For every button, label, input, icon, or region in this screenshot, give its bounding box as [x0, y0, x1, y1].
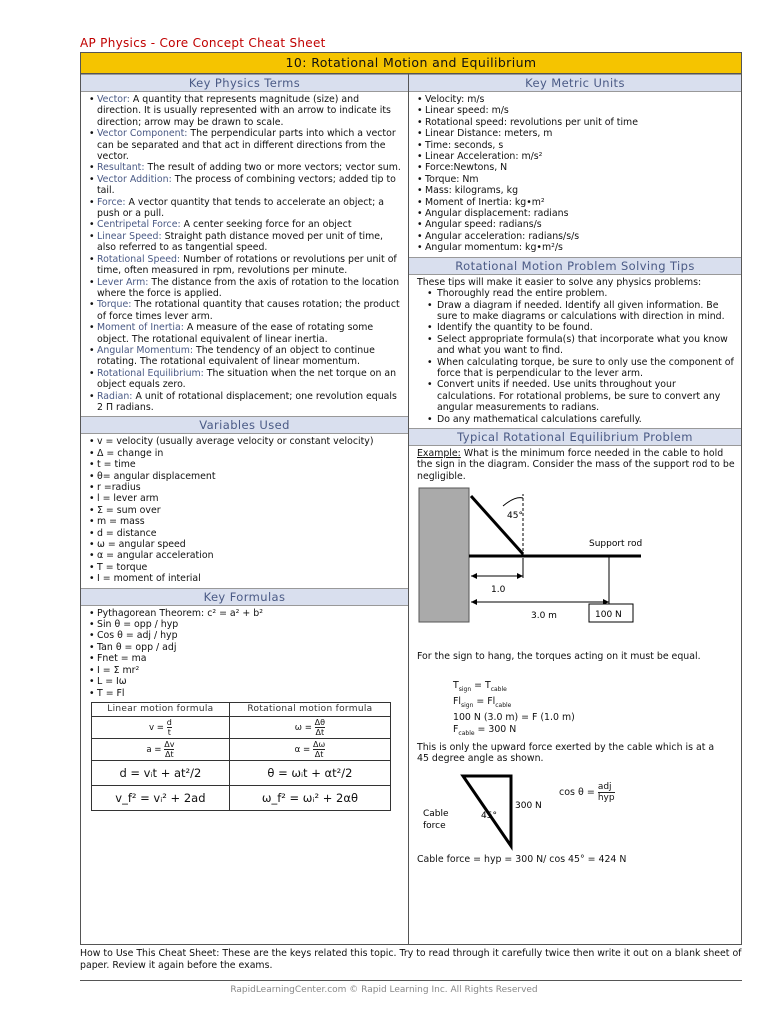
- variable-item: • Δ = change in: [89, 448, 402, 459]
- tip-item: • Draw a diagram if needed. Identify all given information. Be sure to make diagrams or calculations with direction in mind.: [417, 300, 735, 323]
- tips-list: [417, 288, 735, 425]
- linear-velocity-formula: v = $\frac{d}{t}$: [92, 717, 230, 739]
- cheat-sheet-frame: [80, 52, 742, 945]
- distance-2-label: 3.0 m: [531, 610, 557, 621]
- unit-item: • Angular speed: radians/s: [417, 219, 735, 230]
- variable-item: • I = moment of interial: [89, 573, 402, 584]
- linear-final-velocity-formula: v_f² = vᵢ² + 2ad: [92, 786, 230, 811]
- term-item: • Centripetal Force: A center seeking force for an object: [89, 219, 402, 230]
- formulas-body: [81, 606, 408, 815]
- variable-item: • θ= angular displacement: [89, 471, 402, 482]
- linear-acceleration-formula: a = $\frac{\Delta v}{\Delta t}$: [92, 739, 230, 761]
- triangle-side-label: 300 N: [515, 800, 542, 811]
- unit-item: • Angular momentum: kg•m²/s: [417, 242, 735, 253]
- term-item: • Rotational Speed: Number of rotations or revolutions per unit of time, often measured in rpm, revolutions per minute.: [89, 254, 402, 277]
- variables-list: [89, 436, 402, 584]
- variables-body: [81, 434, 408, 587]
- equation-torque-balance: $T_{sign} = T_{cable}$: [453, 679, 507, 693]
- copyright-footer: RapidLearningCenter.com © Rapid Learning Inc. All Rights Reserved: [230, 985, 538, 995]
- sign-diagram: [411, 486, 731, 624]
- torque-equations: [453, 680, 575, 740]
- triangle-angle-label: 45°: [481, 810, 497, 821]
- tip-item: • Thoroughly read the entire problem.: [417, 288, 735, 299]
- term-item: • Torque: The rotational quantity that causes rotation; the product of force times lever arm.: [89, 299, 402, 322]
- term-item: • Lever Arm: The distance from the axis of rotation to the location where the force is applied.: [89, 277, 402, 300]
- cable-force-label-1: Cable: [423, 808, 449, 819]
- formula-item: • Sin θ = opp / hyp: [89, 619, 402, 630]
- wall: [419, 488, 469, 622]
- problem-body: [409, 446, 741, 871]
- force-triangle-diagram: [417, 772, 557, 852]
- formula-item: • L = Iω: [89, 676, 402, 687]
- equation-substituted: 100 N (3.0 m) = F (1.0 m): [453, 711, 575, 723]
- formula-item: • Fnet = ma: [89, 653, 402, 664]
- unit-item: • Force:Newtons, N: [417, 162, 735, 173]
- unit-item: • Linear Acceleration: m/s²: [417, 151, 735, 162]
- support-rod-label: Support rod: [589, 538, 643, 549]
- unit-item: • Torque: Nm: [417, 174, 735, 185]
- variable-item: • t = time: [89, 459, 402, 470]
- formula-item: • Tan θ = opp / adj: [89, 642, 402, 653]
- variable-item: • Σ = sum over: [89, 505, 402, 516]
- chapter-banner: 10: Rotational Motion and Equilibrium: [81, 53, 741, 74]
- units-body: [409, 92, 741, 257]
- angular-final-velocity-formula: ω_f² = ωᵢ² + 2αθ: [229, 786, 390, 811]
- unit-item: • Angular displacement: radians: [417, 208, 735, 219]
- torque-statement: For the sign to hang, the torques acting on it must be equal.: [417, 650, 701, 662]
- formula-item: • T = Fl: [89, 688, 402, 699]
- rotational-formula-header: Rotational motion formula: [229, 702, 390, 716]
- unit-item: • Rotational speed: revolutions per unit of time: [417, 117, 735, 128]
- tips-intro: These tips will make it easier to solve any physics problems:: [417, 276, 702, 288]
- angle-label: 45°: [507, 510, 523, 521]
- unit-item: • Moment of Inertia: kg•m²: [417, 197, 735, 208]
- angle-arc: [503, 498, 523, 506]
- angular-velocity-formula: ω = $\frac{\Delta\theta}{\Delta t}$: [229, 717, 390, 739]
- right-column: [409, 74, 741, 944]
- variable-item: • m = mass: [89, 516, 402, 527]
- variable-item: • ω = angular speed: [89, 539, 402, 550]
- unit-item: • Angular acceleration: radians/s/s: [417, 231, 735, 242]
- unit-item: • Linear Distance: meters, m: [417, 128, 735, 139]
- key-terms-list: [89, 94, 402, 413]
- variable-item: • r =radius: [89, 482, 402, 493]
- tip-item: • Do any mathematical calculations carefully.: [417, 414, 735, 425]
- formulas-heading: Key Formulas: [81, 588, 408, 606]
- upward-force-statement: This is only the upward force exerted by the cable which is at a 45 degree angle as shown.: [417, 741, 715, 765]
- formula-item: • Pythagorean Theorem: c² = a² + b²: [89, 608, 402, 619]
- cable: [471, 496, 523, 554]
- term-item: • Vector Addition: The process of combining vectors; added tip to tail.: [89, 174, 402, 197]
- units-list: [417, 94, 735, 254]
- term-item: • Angular Momentum: The tendency of an object to continue rotating. The rotational equivalent of linear momentum.: [89, 345, 402, 368]
- formulas-list: [89, 608, 402, 699]
- tip-item: • Select appropriate formula(s) that incorporate what you know and what you want to find.: [417, 334, 735, 357]
- tip-item: • When calculating torque, be sure to only use the component of force that is perpendicular to the lever arm.: [417, 357, 735, 380]
- equation-result: $F_{cable} = 300$ N: [453, 723, 517, 737]
- units-heading: Key Metric Units: [409, 74, 741, 92]
- unit-item: • Velocity: m/s: [417, 94, 735, 105]
- sign-weight-label: 100 N: [595, 609, 622, 620]
- key-terms-heading: Key Physics Terms: [81, 74, 408, 92]
- term-item: • Radian: A unit of rotational displacement; one revolution equals 2 Π radians.: [89, 391, 402, 414]
- term-item: • Moment of Inertia: A measure of the ease of rotating some object. The rotational equivalent of linear inertia.: [89, 322, 402, 345]
- unit-item: • Time: seconds, s: [417, 140, 735, 151]
- variable-item: • α = angular acceleration: [89, 550, 402, 561]
- tips-heading: Rotational Motion Problem Solving Tips: [409, 257, 741, 275]
- tips-body: [409, 275, 741, 428]
- cosine-formula: cos θ = $\frac{\text{adj}}{\text{hyp}}$: [559, 781, 615, 803]
- term-item: • Linear Speed: Straight path distance moved per unit of time, also referred to as tangential speed.: [89, 231, 402, 254]
- variable-item: • l = lever arm: [89, 493, 402, 504]
- variable-item: • d = distance: [89, 528, 402, 539]
- term-item: • Vector Component: The perpendicular parts into which a vector can be separated and that act in different directions from the vector.: [89, 128, 402, 162]
- formula-item: • Cos θ = adj / hyp: [89, 630, 402, 641]
- unit-item: • Linear speed: m/s: [417, 105, 735, 116]
- cable-force-label-2: force: [423, 820, 446, 831]
- formula-comparison-table: [91, 702, 391, 811]
- angular-displacement-formula: θ = ωᵢt + αt²/2: [229, 761, 390, 786]
- linear-formula-header: Linear motion formula: [92, 702, 230, 716]
- term-item: • Vector: A quantity that represents magnitude (size) and direction. It is usually represented with an arrow to indicate its direction; arrow may be drawn to scale.: [89, 94, 402, 128]
- unit-item: • Mass: kilograms, kg: [417, 185, 735, 196]
- term-item: • Rotational Equilibrium: The situation when the net torque on an object equals zero.: [89, 368, 402, 391]
- document-title: AP Physics - Core Concept Cheat Sheet: [80, 36, 326, 50]
- term-item: • Resultant: The result of adding two or more vectors; vector sum.: [89, 162, 402, 173]
- tip-item: • Convert units if needed. Use units throughout your calculations. For rotational problems, be sure to convert any angular measurements to radians.: [417, 379, 735, 413]
- variables-heading: Variables Used: [81, 416, 408, 434]
- term-item: • Force: A vector quantity that tends to accelerate an object; a push or a pull.: [89, 197, 402, 220]
- problem-heading: Typical Rotational Equilibrium Problem: [409, 428, 741, 446]
- cable-force-answer: Cable force = hyp = 300 N/ cos 45° = 424 N: [417, 853, 627, 865]
- distance-1-label: 1.0: [491, 584, 506, 595]
- usage-note: How to Use This Cheat Sheet: These are the keys related this topic. Try to read through it carefully twice then write it out on a blank sheet of paper. Review it again before the exams.: [80, 948, 742, 971]
- formula-item: • I = Σ mr²: [89, 665, 402, 676]
- angular-acceleration-formula: α = $\frac{\Delta\omega}{\Delta t}$: [229, 739, 390, 761]
- footer-divider: [80, 980, 742, 981]
- key-terms-body: [81, 92, 408, 416]
- variable-item: • T = torque: [89, 562, 402, 573]
- variable-item: • v = velocity (usually average velocity or constant velocity): [89, 436, 402, 447]
- example-statement: Example: What is the minimum force needed in the cable to hold the sign in the diagram. Consider the mass of the support rod to be negligible.: [417, 447, 735, 482]
- equation-force-lever: $Fl_{sign} = Fl_{cable}$: [453, 695, 512, 709]
- tip-item: • Identify the quantity to be found.: [417, 322, 735, 333]
- linear-displacement-formula: d = vᵢt + at²/2: [92, 761, 230, 786]
- left-column: [81, 74, 409, 944]
